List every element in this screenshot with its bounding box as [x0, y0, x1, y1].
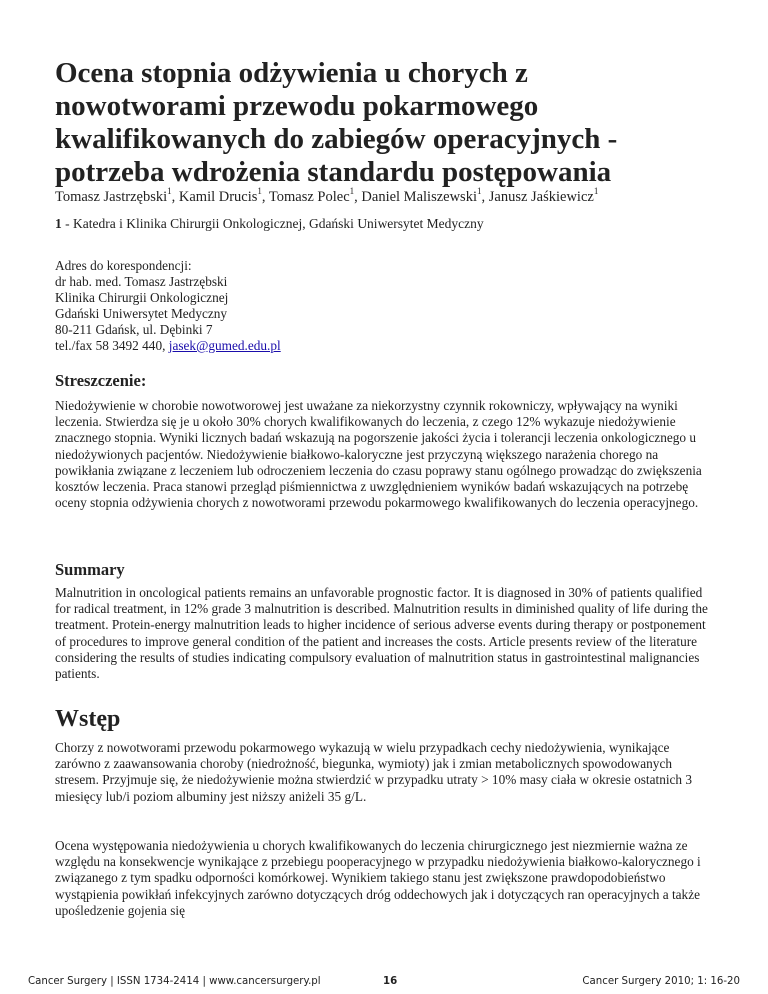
author-affiliation-mark: 1: [476, 186, 482, 196]
abstract-pl-text: [55, 398, 717, 511]
correspondence-line: dr hab. med. Tomasz Jastrzębski: [55, 274, 228, 289]
correspondence-address: [55, 258, 281, 354]
author-name: Tomasz Jastrzębski: [55, 189, 168, 205]
correspondence-line: Adres do korespondencji:: [55, 258, 192, 273]
author-affiliation-mark: 1: [593, 186, 599, 196]
correspondence-contact: [55, 338, 281, 354]
correspondence-line: 80-211 Gdańsk, ul. Dębinki 7: [55, 322, 213, 337]
author-affiliation-mark: 1: [257, 186, 262, 196]
correspondence-line: Gdański Uniwersytet Medyczny: [55, 306, 228, 321]
author-affiliation-mark: 1: [349, 186, 355, 196]
introduction-paragraph-1: [55, 740, 717, 805]
summary-text: [55, 585, 717, 682]
author-name: Janusz Jaśkiewicz: [488, 189, 594, 205]
abstract-pl-paragraph: Niedożywienie w chorobie nowotworowej jest uważane za niekorzystny czynnik rokowniczy, wpływający na wyniki leczenia. Stwierdza się je u około 30% chorych kwalifikowanych do leczenia, z czego 12% wykazuje niedożywienie znacznego stopnia. Wyniki licznych badań wskazują na pogorszenie jakości życia i tolerancji leczenia onkologicznego u niedożywionych pacjentów. Niedożywienie białkowo-kaloryczne jest przyczyną większego narażenia chorego na powikłania związane z leczeniem lub odroczeniem leczenia do czasu poprawy stanu ogólnego prowadząc do zwiększenia kosztów leczenia. Praca stanowi przegląd piśmiennictwa z uwzględnieniem wyników badań wskazujących na potrzebę oceny stopnia odżywienia chorych z nowotworami przewodu pokarmowego kwalifikowanych do leczenia operacyjnego.: [55, 398, 702, 511]
summary-paragraph: Malnutrition in oncological patients remains an unfavorable prognostic factor. It is diagnosed in 30% of patients qualified for radical treatment, in 12% grade 3 malnutrition is described. Malnutrition results in diminished quality of life during the treatment. Protein-energy malnutrition leads to higher incidence of serious adverse events during therapy or postponement of procedures to improve general condition of the patient and increases the costs. Article presents review of the literature considering the results of studies indicating compulsory evaluation of malnutrition status in gastrointestinal malignancies patients.: [55, 585, 708, 682]
introduction-text: Chorzy z nowotworami przewodu pokarmowego wykazują w wielu przypadkach cechy niedożywienia, wynikające zarówno z zaawansowania choroby (niedrożność, biegunka, wymioty) jak i zmian metabolicznych spowodowanych stresem. Przyjmuje się, że niedożywienie można stwierdzić w przypadku utraty > 10% masy ciała w okresie ostatnich 3 miesięcy lub/i poziom albuminy jest niższy aniżeli 35 g/L.: [55, 740, 693, 804]
abstract-pl-heading: Streszczenie:: [55, 371, 147, 390]
introduction-heading: Wstęp: [55, 706, 121, 732]
phone-fax: tel./fax 58 3492 440,: [55, 338, 169, 353]
email-link[interactable]: jasek@gumed.edu.pl: [168, 338, 281, 353]
affiliation-number: 1: [55, 216, 62, 231]
author-affiliation-mark: 1: [167, 186, 172, 196]
affiliation: [55, 216, 484, 232]
article-title: Ocena stopnia odżywienia u chorych z nowotworami przewodu pokarmowego kwalifikowanych do zabiegów operacyjnych - potrzeba wdrożenia standardu postępowania: [55, 57, 618, 188]
author-name: Kamil Drucis: [178, 189, 258, 205]
introduction-text: Ocena występowania niedożywienia u chorych kwalifikowanych do leczenia chirurgicznego jest niezmiernie ważna ze względu na konsekwencje wynikające z przebiegu pooperacyjnego w przypadku niedożywienia białkowo-kalorycznego i związanego z tym spadku odporności komórkowej. Wynikiem takiego stanu jest zwiększone prawdopodobieństwo wystąpienia powikłań infekcyjnych zarówno dotyczących dróg oddechowych jak i dotyczących ran operacyjnych a także upośledzenie gojenia się: [55, 838, 701, 918]
affiliation-text: - Katedra i Klinika Chirurgii Onkologicznej, Gdański Uniwersytet Medyczny: [61, 216, 484, 231]
author-list: Tomasz Jastrzębski$^1$, Kamil Drucis$^1$, Tomasz Polec$^1$, Daniel Maliszewski$^1$, Janusz Jaśkiewicz$^1$: [55, 186, 599, 205]
summary-heading: Summary: [55, 560, 125, 579]
page-number: 16: [383, 976, 398, 987]
footer-citation: Cancer Surgery 2010; 1: 16-20: [582, 976, 740, 987]
correspondence-line: Klinika Chirurgii Onkologicznej: [55, 290, 229, 305]
author-name: Tomasz Polec: [268, 189, 350, 205]
author-name: Daniel Maliszewski: [361, 189, 477, 205]
introduction-paragraph-2: [55, 838, 717, 919]
footer-journal-info: Cancer Surgery | ISSN 1734-2414 | www.cancersurgery.pl: [28, 976, 321, 987]
